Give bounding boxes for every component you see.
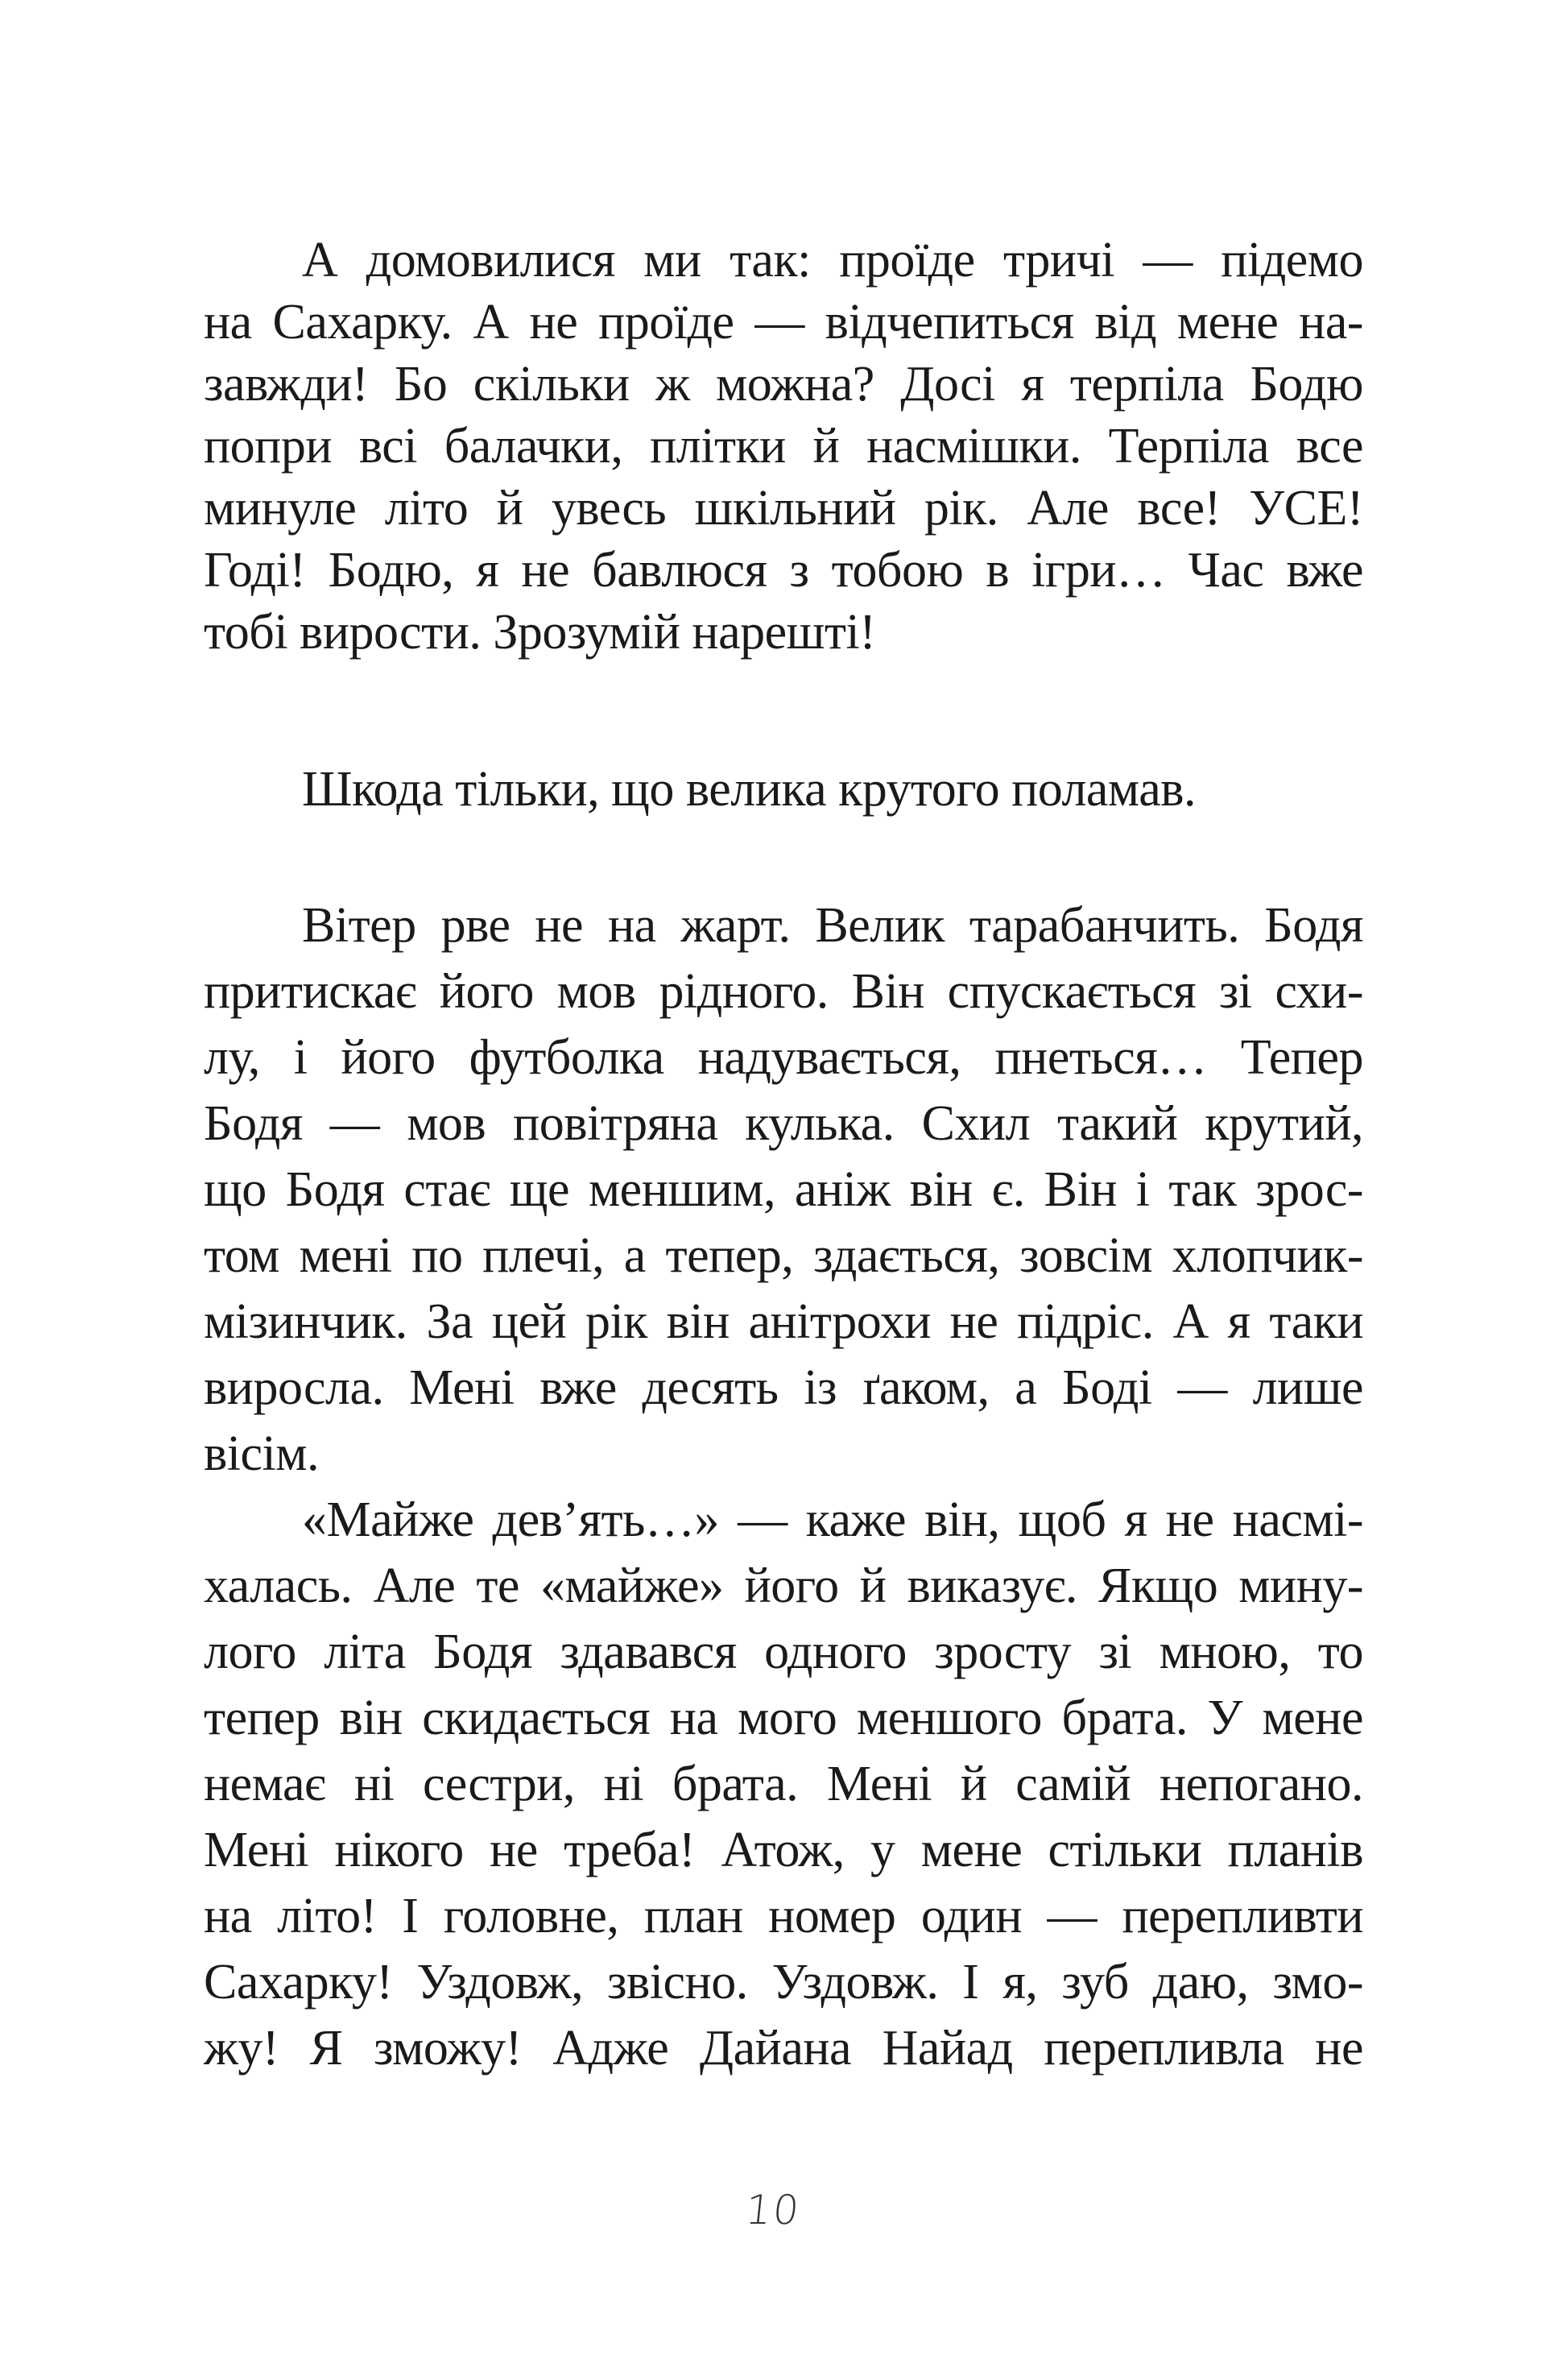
text-line: завжди! Бо скільки ж можна? Досі я терпіла Бодю (204, 357, 1363, 412)
text-line: Вітер рве не на жарт. Велик тарабанчить. Бодя (302, 898, 1363, 953)
text-line: минуле літо й увесь шкільний рік. Але все! УСЕ! (204, 481, 1363, 536)
text-line: А домовилися ми так: проїде тричі — підемо (302, 233, 1363, 288)
text-line: на літо! І головне, план номер один — перепливти (204, 1889, 1363, 1943)
paragraph-1 (204, 230, 1363, 664)
text-line: Сахарку! Уздовж, звісно. Уздовж. І я, зуб даю, змо- (204, 1955, 1363, 2010)
text-line: Бодя — мов повітряна кулька. Схил такий крутий, (204, 1096, 1363, 1151)
paragraph-4 (204, 1487, 1363, 2081)
text-line: виросла. Мені вже десять із ґаком, а Боді — лише (204, 1360, 1363, 1415)
text-line: том мені по плечі, а тепер, здається, зовсім хлопчик- (204, 1228, 1363, 1283)
text-line: вісім. (204, 1426, 319, 1481)
text-line: Мені нікого не треба! Атож, у мене стільки планів (204, 1823, 1363, 1877)
text-line: халась. Але те «майже» його й виказує. Якщо мину- (204, 1558, 1363, 1613)
paragraph-2 (204, 757, 1363, 822)
page-number: 10 (743, 2187, 803, 2233)
paragraph-3 (204, 892, 1363, 1487)
text-line: лого літа Бодя здавався одного зросту зі мною, то (204, 1625, 1363, 1679)
text-line: «Майже дев’ять…» — каже він, щоб я не насмі- (302, 1492, 1363, 1547)
text-line: мізинчик. За цей рік він анітрохи не підріс. А я таки (204, 1294, 1363, 1349)
text-line: притискає його мов рідного. Він спускається зі схи- (204, 964, 1363, 1019)
text-line: жу! Я зможу! Адже Дайана Найад перепливла не (204, 2021, 1363, 2076)
text-line: що Бодя стає ще меншим, аніж він є. Він і так зрос- (204, 1162, 1363, 1217)
text-line: немає ні сестри, ні брата. Мені й самій непогано. (204, 1757, 1363, 1811)
text-line: Шкода тільки, що велика крутого поламав. (302, 762, 1197, 817)
text-line: попри всі балачки, плітки й насмішки. Терпіла все (204, 419, 1363, 474)
text-line: лу, і його футболка надувається, пнеться… Тепер (204, 1030, 1363, 1085)
text-line: тепер він скидається на мого меншого брата. У мене (204, 1691, 1363, 1745)
text-line: на Сахарку. А не проїде — відчепиться від мене на- (204, 295, 1363, 350)
text-line: тобі вирости. Зрозумій нарешті! (204, 605, 876, 660)
text-line: Годі! Бодю, я не бавлюся з тобою в ігри… Час вже (204, 543, 1363, 598)
